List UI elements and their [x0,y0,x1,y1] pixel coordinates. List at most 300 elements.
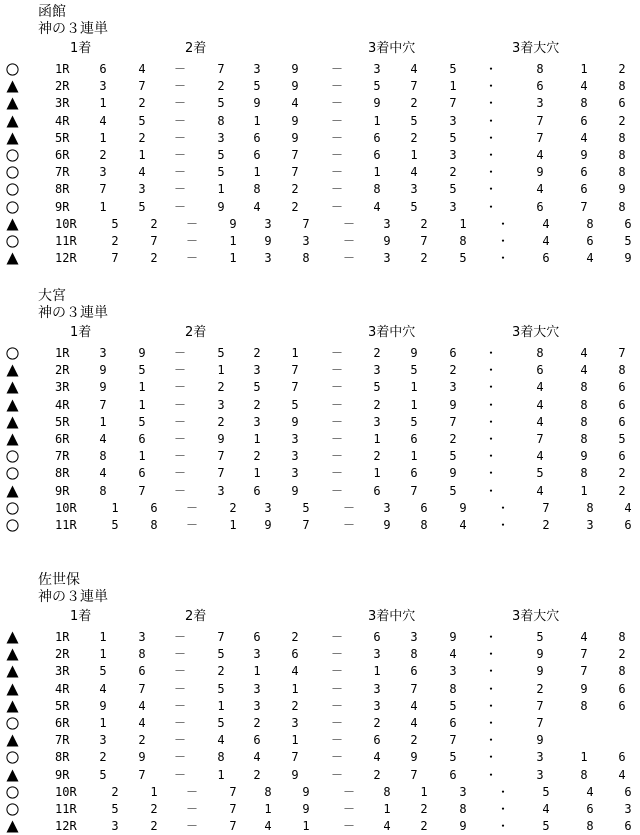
race-number: 8R [55,750,70,765]
second-place-number: 1 [217,698,225,713]
first-place-number: 9 [99,380,107,395]
circle-mark-icon [6,235,19,248]
second-place-number: 3 [264,216,272,231]
circle-mark-icon [6,201,19,214]
dash-separator: － [342,234,355,248]
dash-separator: － [185,234,198,248]
dash-separator: － [330,346,343,360]
first-place-number: 5 [99,664,107,679]
dot-separator: ・ [484,148,497,162]
race-number: 10R [55,784,77,799]
second-place-number: 3 [253,62,261,76]
second-place-number: 1 [217,182,225,197]
third-long-number: 9 [536,647,544,662]
triangle-mark-icon [6,97,19,110]
dot-separator: ・ [496,251,509,266]
second-place-number: 2 [253,767,261,782]
dot-separator: ・ [484,733,497,748]
section-subtitle: 神の３連単 [38,589,108,605]
dash-separator: － [173,664,186,679]
third-long-number: 4 [580,79,588,94]
third-mid-number: 7 [410,483,418,498]
third-long-number: 8 [580,698,588,713]
second-place-number: 2 [217,79,225,94]
third-mid-number: 3 [373,647,381,662]
dot-separator: ・ [484,130,497,145]
dot-separator: ・ [484,199,497,214]
dash-separator: － [342,251,355,266]
third-long-number: 5 [536,630,544,644]
third-long-number: 8 [586,216,594,231]
third-mid-number: 7 [420,234,428,248]
second-place-number: 7 [302,518,310,532]
third-long-number: 9 [580,449,588,464]
circle-mark-icon [6,347,19,360]
dot-separator: ・ [484,716,497,730]
first-place-number: 1 [99,716,107,730]
second-place-number: 3 [264,251,272,266]
first-place-number: 4 [138,698,146,713]
third-mid-number: 9 [410,750,418,765]
circle-mark-icon [6,149,19,162]
third-mid-number: 5 [449,483,457,498]
dash-separator: － [342,784,355,799]
second-place-number: 1 [302,819,310,834]
third-mid-number: 9 [459,819,467,834]
dot-separator: ・ [496,518,509,532]
second-place-number: 2 [253,449,261,464]
third-mid-number: 5 [449,182,457,197]
dash-separator: － [185,500,198,515]
third-mid-number: 3 [449,113,457,128]
third-mid-number: 8 [373,182,381,197]
third-long-number: 6 [542,251,550,266]
third-long-number: 2 [618,647,626,662]
dash-separator: － [330,647,343,662]
dot-separator: ・ [484,466,497,481]
third-long-number: 7 [536,113,544,128]
third-long-number: 8 [536,62,544,76]
third-mid-number: 9 [383,518,391,532]
third-mid-number: 3 [373,363,381,378]
dot-separator: ・ [484,449,497,464]
dash-separator: － [173,750,186,765]
race-number: 4R [55,113,70,128]
race-row [0,628,640,646]
dot-separator: ・ [484,432,497,446]
second-place-number: 3 [217,483,225,498]
second-place-number: 1 [229,234,237,248]
race-number: 7R [55,733,70,748]
race-number: 10R [55,216,77,231]
dash-separator: － [330,414,343,429]
first-place-number: 7 [138,767,146,782]
third-long-number: 4 [586,784,594,799]
second-place-number: 5 [217,716,225,730]
race-number: 8R [55,466,70,481]
third-long-number: 8 [580,96,588,111]
dash-separator: － [342,802,355,816]
third-long-number: 4 [624,500,632,515]
third-long-number: 7 [536,716,544,730]
first-place-number: 5 [111,802,119,816]
third-long-number: 2 [618,113,626,128]
dash-separator: － [173,647,186,662]
second-place-number: 9 [291,79,299,94]
second-place-number: 5 [253,79,261,94]
second-place-number: 6 [253,483,261,498]
third-long-number: 4 [542,802,550,816]
circle-mark-icon [6,63,19,76]
dot-separator: ・ [484,767,497,782]
race-number: 8R [55,182,70,197]
first-place-number: 7 [99,182,107,197]
second-place-number: 6 [253,630,261,644]
third-mid-number: 7 [410,767,418,782]
dash-separator: － [330,750,343,765]
second-place-number: 5 [217,647,225,662]
third-long-number: 6 [624,784,632,799]
second-place-number: 2 [217,664,225,679]
second-place-number: 1 [253,466,261,481]
race-row [0,748,640,766]
dash-separator: － [173,733,186,748]
third-mid-number: 3 [410,630,418,644]
third-mid-number: 9 [449,466,457,481]
third-mid-number: 3 [449,148,457,162]
first-place-number: 8 [99,483,107,498]
first-place-number: 8 [99,449,107,464]
second-place-number: 7 [291,165,299,180]
third-mid-number: 1 [410,148,418,162]
triangle-mark-icon [6,115,19,128]
third-mid-number: 3 [383,216,391,231]
first-place-number: 3 [99,79,107,94]
second-place-number: 3 [253,647,261,662]
race-row [0,129,640,147]
dash-separator: － [330,681,343,696]
first-place-number: 3 [99,165,107,180]
dot-separator: ・ [484,664,497,679]
third-mid-number: 4 [383,819,391,834]
race-row [0,499,640,517]
dash-separator: － [173,363,186,378]
race-number: 2R [55,647,70,662]
first-place-number: 2 [150,802,158,816]
second-place-number: 4 [253,199,261,214]
third-mid-number: 7 [410,681,418,696]
third-mid-number: 5 [449,62,457,76]
first-place-number: 1 [99,130,107,145]
third-long-number: 1 [580,483,588,498]
race-row [0,766,640,784]
third-long-number: 8 [580,466,588,481]
third-long-number: 6 [624,216,632,231]
third-mid-number: 7 [449,733,457,748]
dash-separator: － [173,130,186,145]
race-row [0,516,640,534]
dot-separator: ・ [484,681,497,696]
third-mid-number: 2 [449,165,457,180]
race-number: 9R [55,483,70,498]
third-mid-number: 9 [410,346,418,360]
dash-separator: － [330,767,343,782]
race-number: 11R [55,802,77,816]
first-place-number: 1 [138,449,146,464]
second-place-number: 5 [291,397,299,412]
third-long-number: 6 [618,380,626,395]
dash-separator: － [173,681,186,696]
second-place-number: 1 [253,113,261,128]
third-mid-number: 5 [410,414,418,429]
first-place-number: 6 [99,62,107,76]
triangle-mark-icon [6,820,19,833]
race-number: 6R [55,432,70,446]
first-place-number: 7 [111,251,119,266]
race-row [0,344,640,362]
third-long-number: 8 [580,380,588,395]
second-place-number: 1 [291,733,299,748]
first-place-number: 5 [138,113,146,128]
race-number: 9R [55,767,70,782]
race-row [0,77,640,95]
race-row [0,146,640,164]
triangle-mark-icon [6,631,19,644]
third-long-number: 4 [536,148,544,162]
third-long-number: 6 [580,113,588,128]
second-place-number: 9 [229,216,237,231]
third-long-number: 4 [536,449,544,464]
race-row [0,482,640,500]
dash-separator: － [173,483,186,498]
column-header: 3着中穴 [368,325,416,340]
second-place-number: 9 [253,96,261,111]
second-place-number: 7 [217,62,225,76]
third-long-number: 7 [536,698,544,713]
second-place-number: 1 [291,681,299,696]
third-long-number: 7 [536,130,544,145]
third-mid-number: 1 [383,802,391,816]
race-number: 10R [55,500,77,515]
third-long-number: 8 [618,79,626,94]
column-header: 2着 [185,609,207,624]
race-number: 12R [55,251,77,266]
second-place-number: 1 [253,432,261,446]
dash-separator: － [330,113,343,128]
third-mid-number: 5 [459,251,467,266]
third-long-number: 8 [586,500,594,515]
race-number: 1R [55,630,70,644]
third-mid-number: 5 [373,380,381,395]
second-place-number: 6 [291,647,299,662]
column-header: 3着中穴 [368,41,416,56]
second-place-number: 8 [253,182,261,197]
second-place-number: 1 [229,251,237,266]
column-header: 1着 [70,325,92,340]
dash-separator: － [173,397,186,412]
third-long-number: 8 [618,363,626,378]
third-long-number: 8 [580,414,588,429]
second-place-number: 3 [302,234,310,248]
third-long-number: 4 [580,363,588,378]
race-row [0,783,640,801]
dash-separator: － [342,216,355,231]
first-place-number: 7 [138,483,146,498]
dash-separator: － [173,698,186,713]
dot-separator: ・ [484,750,497,765]
dot-separator: ・ [484,79,497,94]
dash-separator: － [330,79,343,94]
third-mid-number: 2 [420,251,428,266]
venue-title: 大宮 [38,288,66,304]
first-place-number: 9 [99,363,107,378]
dash-separator: － [173,79,186,94]
third-long-number: 7 [542,500,550,515]
third-long-number: 5 [542,784,550,799]
second-place-number: 9 [291,62,299,76]
triangle-mark-icon [6,381,19,394]
third-mid-number: 3 [449,664,457,679]
second-place-number: 5 [253,380,261,395]
third-long-number: 6 [536,363,544,378]
dot-separator: ・ [484,630,497,644]
dash-separator: － [173,630,186,644]
dash-separator: － [342,819,355,834]
third-long-number: 8 [618,165,626,180]
third-mid-number: 5 [449,130,457,145]
race-number: 2R [55,363,70,378]
race-row [0,249,640,267]
column-header: 1着 [70,609,92,624]
third-mid-number: 2 [373,449,381,464]
race-number: 6R [55,148,70,162]
dot-separator: ・ [496,216,509,231]
second-place-number: 4 [291,664,299,679]
third-mid-number: 3 [373,414,381,429]
first-place-number: 6 [138,432,146,446]
second-place-number: 3 [291,449,299,464]
first-place-number: 2 [99,750,107,765]
dot-separator: ・ [484,698,497,713]
first-place-number: 2 [99,148,107,162]
second-place-number: 7 [302,216,310,231]
third-mid-number: 4 [410,698,418,713]
second-place-number: 9 [264,518,272,532]
race-row [0,680,640,698]
dash-separator: － [330,380,343,395]
second-place-number: 9 [264,234,272,248]
third-mid-number: 8 [459,802,467,816]
third-mid-number: 6 [410,664,418,679]
dash-separator: － [185,216,198,231]
first-place-number: 9 [138,346,146,360]
first-place-number: 5 [138,414,146,429]
first-place-number: 4 [99,681,107,696]
dash-separator: － [330,397,343,412]
dash-separator: － [173,466,186,481]
third-long-number: 4 [586,251,594,266]
third-long-number: 7 [618,346,626,360]
dash-separator: － [173,716,186,730]
race-row [0,94,640,112]
third-long-number: 8 [618,130,626,145]
second-place-number: 1 [291,346,299,360]
race-number: 2R [55,79,70,94]
dot-separator: ・ [484,363,497,378]
third-mid-number: 1 [410,397,418,412]
third-long-number: 2 [618,466,626,481]
third-long-number: 4 [580,130,588,145]
first-place-number: 8 [150,518,158,532]
third-long-number: 8 [586,819,594,834]
third-long-number: 8 [580,432,588,446]
third-mid-number: 6 [373,733,381,748]
first-place-number: 5 [138,199,146,214]
third-long-number: 9 [618,182,626,197]
second-place-number: 4 [217,733,225,748]
third-mid-number: 4 [373,750,381,765]
second-place-number: 9 [291,130,299,145]
first-place-number: 9 [138,750,146,765]
third-mid-number: 9 [449,630,457,644]
race-row [0,232,640,250]
dash-separator: － [173,414,186,429]
dash-separator: － [173,449,186,464]
third-mid-number: 4 [373,199,381,214]
first-place-number: 4 [138,165,146,180]
third-long-number: 6 [624,518,632,532]
race-number: 4R [55,397,70,412]
race-row [0,60,640,78]
third-mid-number: 3 [373,698,381,713]
dash-separator: － [330,182,343,197]
race-row [0,697,640,715]
third-long-number: 6 [618,96,626,111]
second-place-number: 5 [217,346,225,360]
first-place-number: 4 [99,432,107,446]
first-place-number: 4 [99,113,107,128]
dash-separator: － [330,130,343,145]
column-header: 3着大穴 [512,41,560,56]
dot-separator: ・ [484,96,497,111]
third-mid-number: 7 [449,414,457,429]
column-header: 3着大穴 [512,325,560,340]
dash-separator: － [173,199,186,214]
first-place-number: 6 [138,466,146,481]
third-mid-number: 2 [410,733,418,748]
race-row [0,464,640,482]
third-mid-number: 9 [449,397,457,412]
third-long-number: 5 [618,432,626,446]
second-place-number: 9 [291,483,299,498]
triangle-mark-icon [6,218,19,231]
third-mid-number: 9 [373,96,381,111]
second-place-number: 8 [217,113,225,128]
third-long-number: 6 [586,234,594,248]
dot-separator: ・ [496,819,509,834]
race-row [0,112,640,130]
third-mid-number: 3 [373,62,381,76]
dash-separator: － [173,380,186,395]
second-place-number: 5 [217,96,225,111]
third-mid-number: 6 [373,630,381,644]
dash-separator: － [185,802,198,816]
venue-title: 佐世保 [38,572,80,588]
first-place-number: 5 [111,216,119,231]
second-place-number: 1 [229,518,237,532]
first-place-number: 1 [99,199,107,214]
third-mid-number: 9 [383,234,391,248]
